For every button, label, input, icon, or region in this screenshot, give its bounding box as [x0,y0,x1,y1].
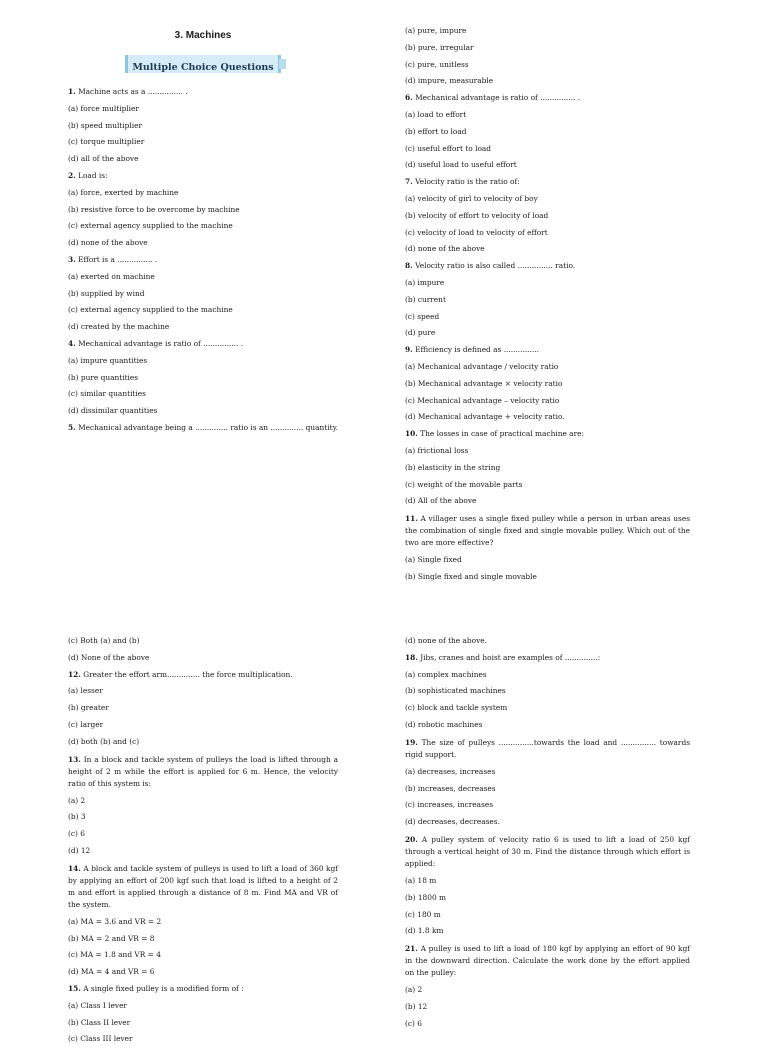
question-number: 20. [405,834,418,844]
option-text: (c) larger [68,719,104,729]
question-number: 5. [68,422,76,432]
option-text: (a) 2 [68,795,86,805]
option-text: (c) 180 m [405,909,441,919]
question-stem [68,339,338,349]
option-text: (b) increases, decreases [405,783,496,793]
option-text: (b) effort to load [405,126,467,136]
option-text: (d) created by the machine [68,322,170,332]
answer-option [68,356,338,366]
option-text: (a) Mechanical advantage / velocity ratio [405,361,559,371]
question-number: 12. [68,669,81,679]
answer-option [68,322,338,332]
question-text: Effort is a ............... . [78,254,158,264]
answer-option [405,244,690,254]
question-number: 8. [405,261,413,271]
page-two [0,612,768,1044]
option-text: (b) current [405,294,446,304]
question-number: 9. [405,345,413,355]
option-text: (d) none of the above [68,238,148,248]
option-text: (c) external agency supplied to the machine [68,305,233,315]
question-text: Jibs, cranes and hoist are examples of ..............: [420,652,601,662]
question-stem [405,737,690,761]
answer-option [405,480,690,490]
option-text: (a) 2 [405,985,423,995]
answer-option [405,379,690,389]
answer-option [68,636,338,646]
question-stem [68,984,338,994]
question-number: 11. [405,514,418,524]
question-stem [68,87,338,97]
option-text: (c) pure, unitless [405,59,469,69]
answer-option [405,985,690,995]
question-text: Efficiency is defined as ............... [415,345,539,355]
question-number: 1. [68,87,76,96]
page-one-right-column [405,26,690,589]
page-two-left-column [68,636,338,1051]
answer-option [405,1002,690,1012]
answer-option [405,127,690,137]
question-text: Mechanical advantage is ratio of ............... . [415,93,581,103]
answer-option [405,312,690,322]
option-text: (a) lesser [68,686,103,696]
question-text: Mechanical advantage being a .............. ratio is an .............. quantity. [78,422,339,432]
section-banner-label: Multiple Choice Questions [132,62,274,73]
option-text: (c) speed [405,311,440,321]
question-stem [68,171,338,181]
option-text: (c) increases, increases [405,800,494,810]
question-stem [405,834,690,870]
option-text: (a) velocity of girl to velocity of boy [405,193,538,203]
question-stem [405,261,690,271]
question-stem [405,513,690,549]
answer-option [405,800,690,810]
option-text: (b) elasticity in the string [405,462,501,472]
question-number: 4. [68,338,76,348]
question-number: 13. [68,754,81,764]
option-text: (c) useful effort to load [405,143,492,153]
option-text: (d) None of the above [68,652,150,662]
option-text: (a) Class I lever [68,1000,127,1010]
question-number: 10. [405,429,418,439]
option-text: (d) All of the above [405,496,477,506]
answer-option [405,636,690,646]
option-text: (c) external agency supplied to the machine [68,221,233,231]
answer-option [68,373,338,383]
option-text: (a) MA = 3.6 and VR = 2 [68,916,162,926]
answer-option [68,917,338,927]
option-text: (d) impure, measurable [405,76,494,86]
answer-option [68,720,338,730]
option-text: (b) 1800 m [405,892,447,902]
option-text: (b) 3 [68,812,86,822]
answer-option [405,26,690,36]
option-text: (c) weight of the movable parts [405,479,523,489]
answer-option [68,1001,338,1011]
chapter-title: 3. Machines [174,30,232,41]
answer-option [68,137,338,147]
question-stem [405,177,690,187]
answer-option [68,967,338,977]
option-text: (a) decreases, increases [405,766,496,776]
answer-option [68,703,338,713]
answer-option [405,412,690,422]
answer-option [405,463,690,473]
option-text: (c) block and tackle system [405,703,508,713]
answer-option [68,737,338,747]
option-text: (b) Mechanical advantage × velocity ratio [405,378,563,388]
option-text: (d) 12 [68,845,91,855]
option-text: (d) MA = 4 and VR = 6 [68,967,155,977]
answer-option [68,1018,338,1028]
option-text: (c) 6 [68,829,85,839]
answer-option [68,238,338,248]
answer-option [68,812,338,822]
option-text: (b) pure quantities [68,372,139,382]
option-text: (d) all of the above [68,154,139,164]
answer-option [68,221,338,231]
question-stem [68,423,338,433]
answer-option [405,194,690,204]
answer-option [405,910,690,920]
option-text: (a) load to effort [405,109,467,119]
banner-ribbon-tab [279,59,286,69]
answer-option [405,295,690,305]
question-stem [405,653,690,663]
answer-option [68,289,338,299]
answer-option [68,653,338,663]
answer-option [68,389,338,399]
option-text: (d) useful load to useful effort [405,160,517,170]
option-text: (a) impure quantities [68,355,148,365]
answer-option [405,784,690,794]
question-text: In a block and tackle system of pulleys the load is lifted through a height of 2 m while the effort is applied for 6 m. Hence, the velocity ratio of this system is: [68,754,338,788]
question-text: Load is: [78,170,108,180]
answer-option [68,934,338,944]
answer-option [405,328,690,338]
answer-option [68,121,338,131]
answer-option [68,154,338,164]
option-text: (b) MA = 2 and VR = 8 [68,933,155,943]
answer-option [405,278,690,288]
question-number: 19. [405,737,418,747]
option-text: (c) 6 [405,1018,422,1028]
option-text: (a) impure [405,277,445,287]
option-text: (a) force multiplier [68,103,139,113]
question-number: 18. [405,652,418,662]
question-stem [405,429,690,439]
option-text: (a) pure, impure [405,26,467,35]
option-text: (d) 1.8 km [405,926,444,936]
answer-option [405,160,690,170]
section-banner [125,55,281,73]
option-text: (a) exerted on machine [68,271,155,281]
question-stem [405,345,690,355]
answer-option [405,496,690,506]
question-number: 21. [405,944,418,954]
option-text: (d) decreases, decreases. [405,817,500,827]
option-text: (c) Both (a) and (b) [68,636,140,645]
question-text: A villager uses a single fixed pulley while a person in urban areas uses the combination of single fixed and single movable pulley. Which out of the two are more effective? [405,514,690,548]
option-text: (d) dissimilar quantities [68,406,158,416]
question-text: A pulley is used to lift a load of 180 kgf by applying an effort of 90 kgf in the downward direction. Calculate the work done by the effort applied on the pulley: [405,944,690,978]
question-stem [68,863,338,911]
answer-option [68,950,338,960]
answer-option [68,829,338,839]
question-number: 15. [68,983,81,993]
option-text: (b) Single fixed and single movable [405,571,537,581]
option-text: (b) supplied by wind [68,288,145,298]
question-stem [68,754,338,790]
question-text: Velocity ratio is the ratio of: [415,177,520,187]
option-text: (d) none of the above [405,244,485,254]
question-number: 3. [68,254,76,264]
option-text: (b) velocity of effort to velocity of load [405,210,549,220]
option-text: (c) similar quantities [68,389,146,399]
answer-option [405,76,690,86]
question-text: The size of pulleys ...............towards the load and ............... towards rigid support. [405,737,690,759]
answer-option [405,396,690,406]
option-text: (d) both (b) and (c) [68,736,140,746]
answer-option [405,720,690,730]
answer-option [405,893,690,903]
answer-option [405,555,690,565]
answer-option [405,703,690,713]
question-list [68,87,338,432]
question-number: 14. [68,863,81,873]
option-text: (a) 18 m [405,875,437,885]
option-text: (b) resistive force to be overcome by machine [68,204,240,214]
answer-option [68,846,338,856]
question-text: A single fixed pulley is a modified form of : [83,983,244,993]
answer-option [68,1034,338,1044]
page-two-right-column [405,636,690,1036]
option-text: (b) 12 [405,1001,428,1011]
question-text: Velocity ratio is also called ............... ratio. [415,261,576,271]
question-stem [68,255,338,265]
option-text: (b) pure, irregular [405,42,474,52]
question-list [405,636,690,1028]
question-text: A block and tackle system of pulleys is used to lift a load of 360 kgf by applying an effort of 200 kgf such that load is lifted to a height of 2 m and effort is applied through a distance of 8 m. Find MA and VR of the system. [68,863,338,909]
answer-option [405,60,690,70]
option-text: (b) Class II lever [68,1017,131,1027]
option-text: (c) Mechanical advantage – velocity ratio [405,395,560,405]
option-text: (c) MA = 1.8 and VR = 4 [68,950,161,960]
option-text: (d) Mechanical advantage + velocity ratio. [405,412,565,422]
question-stem [68,670,338,680]
answer-option [405,767,690,777]
question-text: Greater the effort arm.............. the force multiplication. [83,669,293,679]
answer-option [405,1019,690,1029]
answer-option [68,305,338,315]
answer-option [68,104,338,114]
answer-option [405,110,690,120]
answer-option [68,796,338,806]
option-text: (a) frictional loss [405,445,469,455]
option-text: (a) complex machines [405,669,487,679]
answer-option [405,43,690,53]
answer-option [68,188,338,198]
answer-option [405,670,690,680]
answer-option [405,572,690,582]
question-stem [405,943,690,979]
question-stem [405,93,690,103]
question-list [405,26,690,581]
option-text: (a) Single fixed [405,555,462,565]
answer-option [68,406,338,416]
option-text: (c) torque multiplier [68,137,145,147]
answer-option [405,926,690,936]
question-list [68,636,338,1044]
option-text: (b) sophisticated machines [405,686,506,696]
answer-option [405,228,690,238]
question-text: The losses in case of practical machine are: [420,429,584,439]
option-text: (d) robotic machines [405,719,483,729]
option-text: (d) pure [405,328,436,338]
question-text: A pulley system of velocity ratio 6 is used to lift a load of 250 kgf through a vertical height of 30 m. Find the distance through which effort is applied: [405,834,690,868]
question-text: Mechanical advantage is ratio of ............... . [78,338,244,348]
answer-option [68,272,338,282]
answer-option [68,686,338,696]
option-text: (c) Class III lever [68,1034,133,1044]
answer-option [405,876,690,886]
answer-option [405,144,690,154]
answer-option [405,686,690,696]
option-text: (c) velocity of load to velocity of effort [405,227,548,237]
option-text: (a) force, exerted by machine [68,187,179,197]
page-one-left-column [68,28,338,440]
question-text: Machine acts as a ............... . [78,87,188,96]
answer-option [405,446,690,456]
answer-option [405,817,690,827]
answer-option [68,205,338,215]
option-text: (b) speed multiplier [68,120,143,130]
question-number: 7. [405,177,413,187]
option-text: (b) greater [68,703,109,713]
option-text: (d) none of the above. [405,636,488,645]
answer-option [405,362,690,372]
question-number: 2. [68,170,76,180]
answer-option [405,211,690,221]
question-number: 6. [405,93,413,103]
